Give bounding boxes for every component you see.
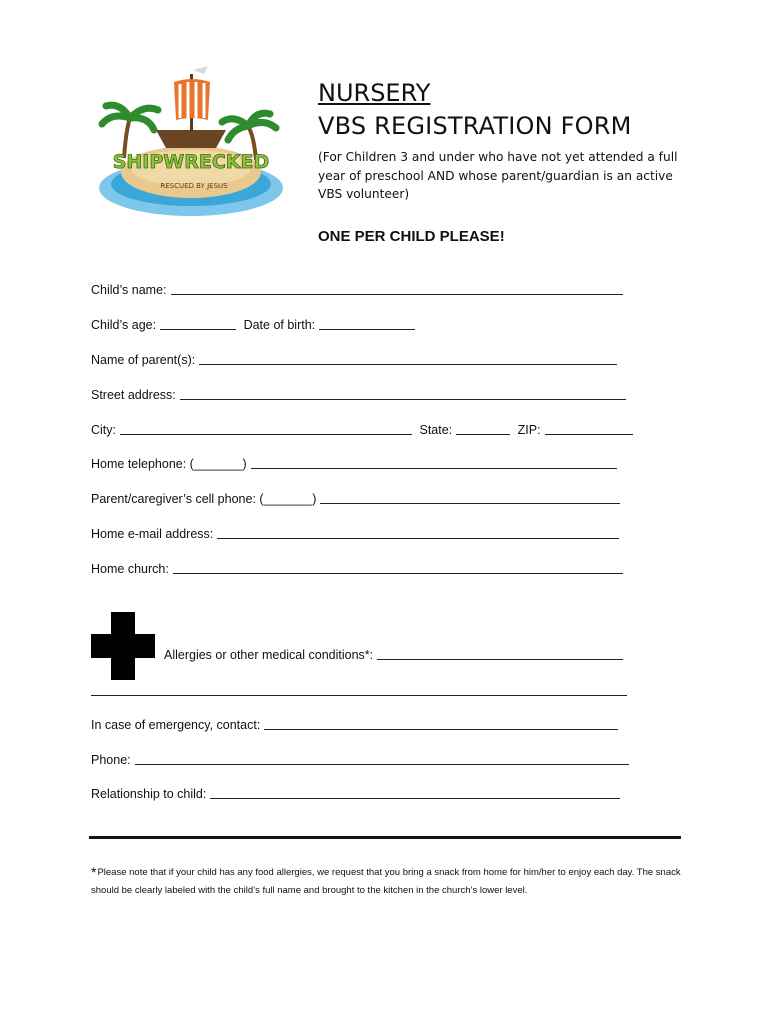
childs-name-label: Child’s name: [91, 283, 167, 297]
cell-phone-field[interactable] [320, 502, 620, 504]
parents-row [91, 353, 617, 367]
parents-name-label: Name of parent(s): [91, 353, 196, 367]
footnote [91, 861, 681, 900]
age-dob-row [91, 318, 415, 332]
emergency-contact-row [91, 718, 618, 732]
date-of-birth-label: Date of birth: [243, 318, 316, 332]
city-label: City: [91, 423, 116, 437]
emergency-contact-field[interactable] [264, 728, 618, 730]
email-field[interactable] [217, 537, 619, 539]
phone-row [91, 753, 629, 767]
footnote-text: Please note that if your child has any food allergies, we request that you bring a snack from home for him/her to enjoy each day. The snack should be clearly labeled with the child’s full name and brought to the kitchen in the church’s lower level. [91, 867, 681, 896]
childs-name-row [91, 283, 623, 297]
street-row [91, 388, 626, 402]
home-telephone-field[interactable] [251, 467, 617, 469]
street-address-label: Street address: [91, 388, 176, 402]
allergies-row [164, 648, 623, 662]
relationship-field[interactable] [210, 797, 620, 799]
city-row [91, 423, 633, 437]
state-field[interactable] [456, 433, 510, 435]
medical-cross-icon [91, 612, 155, 680]
shipwrecked-logo [96, 60, 286, 220]
phone-field[interactable] [135, 763, 629, 765]
allergies-continuation-row [91, 684, 627, 698]
parents-name-field[interactable] [199, 363, 617, 365]
state-label: State: [419, 423, 453, 437]
logo-text: SHIPWRECKED [112, 151, 270, 173]
allergies-continuation-field[interactable] [91, 694, 627, 696]
title-registration-form: VBS REGISTRATION FORM [318, 112, 632, 140]
title-nursery: NURSERY [318, 79, 431, 107]
home-church-field[interactable] [173, 572, 623, 574]
zip-field[interactable] [545, 433, 633, 435]
cell-phone-row [91, 492, 620, 506]
childs-name-field[interactable] [171, 293, 623, 295]
email-row [91, 527, 619, 541]
childs-age-field[interactable] [160, 328, 236, 330]
subtitle: (For Children 3 and under who have not yet attended a full year of preschool AND whose parent/guardian is an active VBS volunteer) [318, 150, 678, 201]
header [318, 78, 738, 204]
phone-label: Phone: [91, 753, 131, 767]
city-field[interactable] [120, 433, 412, 435]
childs-age-label: Child’s age: [91, 318, 157, 332]
date-of-birth-field[interactable] [319, 328, 415, 330]
allergies-label: Allergies or other medical conditions*: [164, 648, 374, 662]
logo-tagline: RESCUED BY JESUS [160, 182, 228, 190]
email-label: Home e-mail address: [91, 527, 214, 541]
relationship-label: Relationship to child: [91, 787, 207, 801]
relationship-row [91, 787, 620, 801]
allergies-field[interactable] [377, 658, 623, 660]
street-address-field[interactable] [180, 398, 626, 400]
cell-phone-label: Parent/caregiver’s cell phone: (_______) [91, 492, 317, 506]
home-telephone-label: Home telephone: (_______) [91, 457, 247, 471]
emergency-contact-label: In case of emergency, contact: [91, 718, 261, 732]
home-church-row [91, 562, 623, 576]
one-per-child-notice: ONE PER CHILD PLEASE! [318, 228, 505, 245]
divider [89, 836, 681, 839]
home-telephone-row [91, 457, 617, 471]
zip-label: ZIP: [517, 423, 541, 437]
footnote-star: * [91, 864, 97, 880]
home-church-label: Home church: [91, 562, 169, 576]
